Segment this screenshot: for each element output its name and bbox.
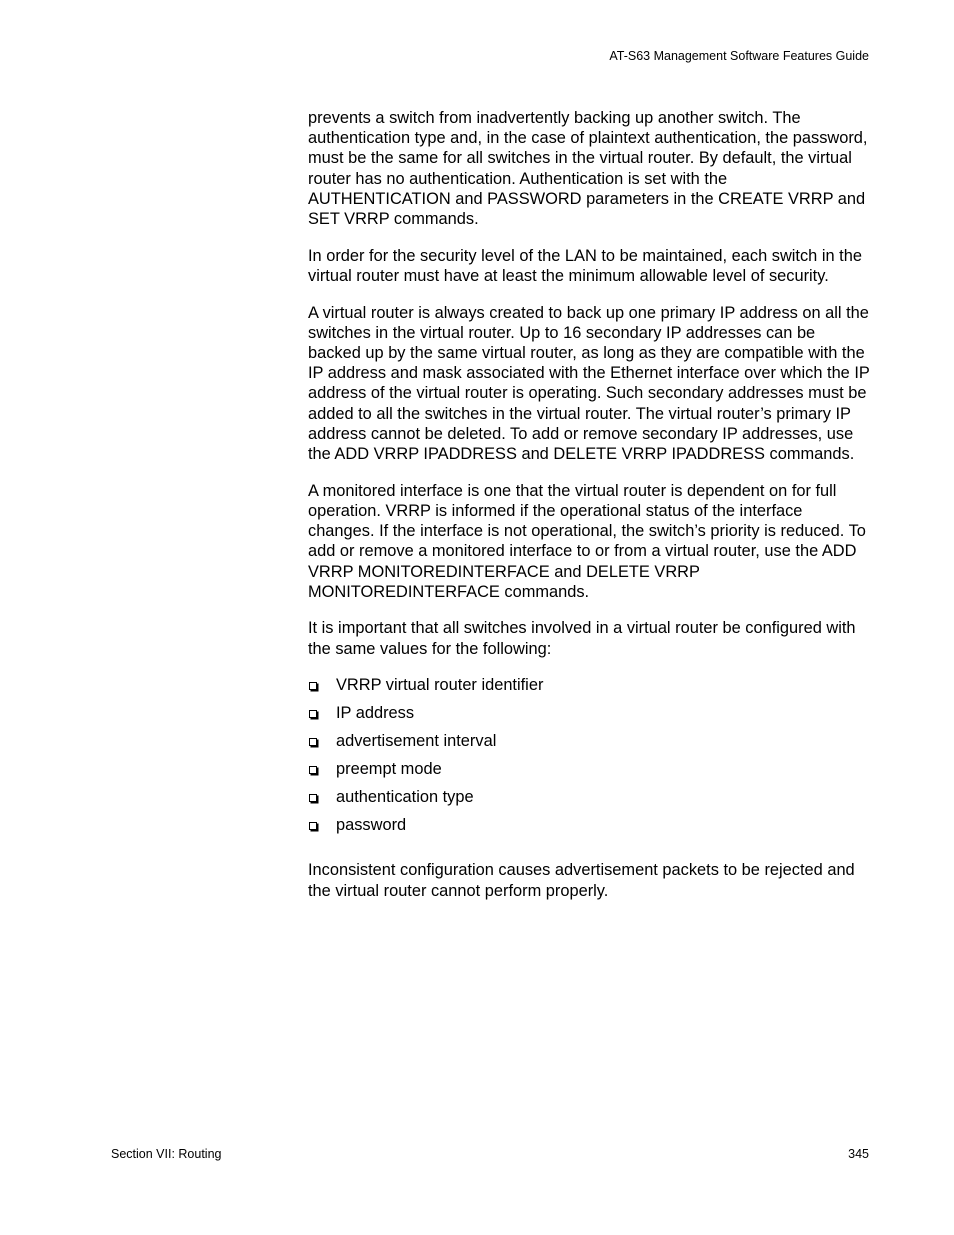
- list-item-label: password: [336, 816, 407, 835]
- paragraph-same-values: It is important that all switches involved in a virtual router be configured with the same values for the following:: [308, 619, 856, 658]
- paragraph-monitored-interface: A monitored interface is one that the virtual router is dependent on for full operation. VRRP is informed if the operational status of the interface changes. If the interface is not operational, the switch’s priority is reduced. To add or remove a monitored interface to or from a virtual router, use the ADD VRRP MONITOREDINTERFACE and DELETE VRRP MONITOREDINTERFACE commands.: [308, 481, 866, 601]
- checkbox-bullet-icon: [309, 822, 317, 830]
- checkbox-bullet-icon: [309, 710, 317, 718]
- checkbox-bullet-icon: [309, 794, 317, 802]
- list-item: [308, 815, 870, 843]
- paragraph-security-level: In order for the security level of the LAN to be maintained, each switch in the virtual router must have at least the minimum allowable level of security.: [308, 246, 862, 285]
- checkbox-bullet-icon: [309, 738, 317, 746]
- list-item-label: IP address: [336, 704, 415, 723]
- list-item: [308, 703, 870, 731]
- config-values-list: [308, 675, 870, 843]
- footer-page-number: 345: [848, 1147, 869, 1161]
- list-item-label: VRRP virtual router identifier: [336, 676, 544, 695]
- checkbox-bullet-icon: [309, 682, 317, 690]
- list-item: [308, 675, 870, 703]
- footer-section-label: Section VII: Routing: [111, 1147, 222, 1161]
- main-content: [308, 108, 870, 917]
- checkbox-bullet-icon: [309, 766, 317, 774]
- list-item: [308, 731, 870, 759]
- paragraph-secondary-addresses: A virtual router is always created to back up one primary IP address on all the switches in the virtual router. Up to 16 secondary IP addresses can be backed up by the same virtual router, as long as they are compatible with the IP address and mask associated with the Ethernet interface over which the IP address of the virtual router is operating. Such secondary addresses must be added to all the switches in the virtual router. The virtual router’s primary IP address cannot be deleted. To add or remove secondary IP addresses, use the ADD VRRP IPADDRESS and DELETE VRRP IPADDRESS commands.: [308, 303, 870, 464]
- list-item-label: advertisement interval: [336, 732, 497, 751]
- paragraph-inconsistent-config: Inconsistent configuration causes advertisement packets to be rejected and the virtual router cannot perform properly.: [308, 861, 855, 900]
- list-item-label: preempt mode: [336, 760, 442, 779]
- list-item: [308, 759, 870, 787]
- list-item: [308, 787, 870, 815]
- list-item-label: authentication type: [336, 788, 474, 807]
- paragraph-authentication: prevents a switch from inadvertently backing up another switch. The authentication type and, in the case of plaintext authentication, the password, must be the same for all switches in the virtual router. By default, the virtual router has no authentication. Authentication is set with the AUTHENTICATION and PASSWORD parameters in the CREATE VRRP and SET VRRP commands.: [308, 109, 868, 229]
- running-header: AT-S63 Management Software Features Guide: [609, 49, 869, 63]
